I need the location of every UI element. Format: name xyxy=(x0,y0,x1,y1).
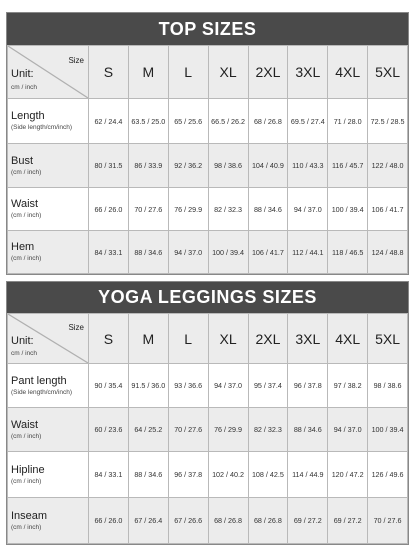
size-label: Size xyxy=(68,56,84,65)
row-label xyxy=(8,498,89,544)
table-row xyxy=(8,452,408,498)
size-value-cell: 67 / 26.6 xyxy=(168,498,208,544)
size-value-cell: 98 / 38.6 xyxy=(208,144,248,188)
size-value-cell: 84 / 33.1 xyxy=(89,452,129,498)
size-value-cell: 66 / 26.0 xyxy=(89,188,129,231)
yoga-size-3xl: 3XL xyxy=(288,314,328,364)
table-row xyxy=(8,99,408,144)
size-value-cell: 122 / 48.0 xyxy=(368,144,408,188)
unit-sub-label: cm / inch xyxy=(11,350,38,357)
measurement-name: Waist xyxy=(11,418,39,431)
size-value-cell: 104 / 40.9 xyxy=(248,144,288,188)
size-value-cell: 98 / 38.6 xyxy=(368,364,408,408)
row-label xyxy=(8,452,89,498)
size-label: Size xyxy=(68,323,84,332)
size-value-cell: 68 / 26.8 xyxy=(208,498,248,544)
measurement-name: Hipline xyxy=(11,463,45,476)
measurement-unit-note: (cm / inch) xyxy=(11,255,42,262)
size-value-cell: 66 / 26.0 xyxy=(89,498,129,544)
row-label xyxy=(8,364,89,408)
size-value-cell: 100 / 39.4 xyxy=(208,231,248,274)
size-value-cell: 71 / 28.0 xyxy=(328,99,368,144)
top-size-header-row xyxy=(8,46,408,99)
table-row xyxy=(8,408,408,452)
size-value-cell: 69 / 27.2 xyxy=(328,498,368,544)
size-value-cell: 90 / 35.4 xyxy=(89,364,129,408)
unit-label: Unit: xyxy=(11,335,34,347)
size-value-cell: 65 / 25.6 xyxy=(168,99,208,144)
top-sizes-table xyxy=(7,45,408,274)
yoga-size-l: L xyxy=(168,314,208,364)
size-value-cell: 88 / 34.6 xyxy=(248,188,288,231)
measurement-unit-note: (Side length/cm/inch) xyxy=(11,388,73,396)
yoga-leggings-sizes-chart xyxy=(6,281,409,545)
measurement-name: Length xyxy=(11,110,45,122)
top-size-l: L xyxy=(168,46,208,99)
row-label xyxy=(8,144,89,188)
top-size-5xl: 5XL xyxy=(368,46,408,99)
size-value-cell: 72.5 / 28.5 xyxy=(368,99,408,144)
size-value-cell: 94 / 37.0 xyxy=(328,408,368,452)
row-label xyxy=(8,408,89,452)
measurement-unit-note: (cm / inch) xyxy=(11,523,42,531)
size-value-cell: 94 / 37.0 xyxy=(168,231,208,274)
size-value-cell: 88 / 34.6 xyxy=(288,408,328,452)
top-size-2xl: 2XL xyxy=(248,46,288,99)
yoga-size-m: M xyxy=(128,314,168,364)
size-value-cell: 95 / 37.4 xyxy=(248,364,288,408)
size-value-cell: 94 / 37.0 xyxy=(288,188,328,231)
unit-label: Unit: xyxy=(11,68,34,80)
top-size-xl: XL xyxy=(208,46,248,99)
size-value-cell: 102 / 40.2 xyxy=(208,452,248,498)
size-value-cell: 91.5 / 36.0 xyxy=(128,364,168,408)
size-value-cell: 96 / 37.8 xyxy=(168,452,208,498)
size-value-cell: 86 / 33.9 xyxy=(128,144,168,188)
yoga-unit-size-corner xyxy=(8,314,89,364)
size-value-cell: 69 / 27.2 xyxy=(288,498,328,544)
measurement-name: Pant length xyxy=(11,374,67,387)
size-value-cell: 110 / 43.3 xyxy=(288,144,328,188)
size-value-cell: 106 / 41.7 xyxy=(368,188,408,231)
yoga-size-header-row xyxy=(8,314,408,364)
row-label xyxy=(8,99,89,144)
size-value-cell: 62 / 24.4 xyxy=(89,99,129,144)
yoga-size-s: S xyxy=(89,314,129,364)
measurement-unit-note: (cm / inch) xyxy=(11,432,42,440)
table-row xyxy=(8,144,408,188)
yoga-size-5xl: 5XL xyxy=(368,314,408,364)
table-row xyxy=(8,364,408,408)
size-value-cell: 100 / 39.4 xyxy=(368,408,408,452)
size-value-cell: 66.5 / 26.2 xyxy=(208,99,248,144)
top-size-4xl: 4XL xyxy=(328,46,368,99)
size-value-cell: 116 / 45.7 xyxy=(328,144,368,188)
size-value-cell: 63.5 / 25.0 xyxy=(128,99,168,144)
size-value-cell: 88 / 34.6 xyxy=(128,452,168,498)
size-value-cell: 76 / 29.9 xyxy=(208,408,248,452)
size-value-cell: 88 / 34.6 xyxy=(128,231,168,274)
size-value-cell: 108 / 42.5 xyxy=(248,452,288,498)
size-value-cell: 67 / 26.4 xyxy=(128,498,168,544)
size-value-cell: 60 / 23.6 xyxy=(89,408,129,452)
yoga-leggings-title: YOGA LEGGINGS SIZES xyxy=(7,282,408,313)
size-value-cell: 82 / 32.3 xyxy=(248,408,288,452)
size-value-cell: 76 / 29.9 xyxy=(168,188,208,231)
unit-sub-label: cm / inch xyxy=(11,84,38,91)
table-row xyxy=(8,188,408,231)
size-value-cell: 96 / 37.8 xyxy=(288,364,328,408)
top-sizes-title: TOP SIZES xyxy=(7,13,408,45)
yoga-size-xl: XL xyxy=(208,314,248,364)
size-value-cell: 68 / 26.8 xyxy=(248,498,288,544)
measurement-name: Inseam xyxy=(11,509,48,522)
top-size-s: S xyxy=(89,46,129,99)
measurement-name: Waist xyxy=(11,198,39,210)
size-value-cell: 94 / 37.0 xyxy=(208,364,248,408)
measurement-unit-note: (Side length/cm/inch) xyxy=(11,124,73,131)
size-value-cell: 92 / 36.2 xyxy=(168,144,208,188)
size-value-cell: 80 / 31.5 xyxy=(89,144,129,188)
size-value-cell: 106 / 41.7 xyxy=(248,231,288,274)
size-value-cell: 112 / 44.1 xyxy=(288,231,328,274)
size-value-cell: 124 / 48.8 xyxy=(368,231,408,274)
size-value-cell: 84 / 33.1 xyxy=(89,231,129,274)
size-value-cell: 69.5 / 27.4 xyxy=(288,99,328,144)
top-size-3xl: 3XL xyxy=(288,46,328,99)
size-value-cell: 120 / 47.2 xyxy=(328,452,368,498)
size-value-cell: 114 / 44.9 xyxy=(288,452,328,498)
measurement-unit-note: (cm / inch) xyxy=(11,477,42,485)
top-sizes-chart xyxy=(6,12,409,275)
size-value-cell: 70 / 27.6 xyxy=(168,408,208,452)
size-value-cell: 126 / 49.6 xyxy=(368,452,408,498)
table-row xyxy=(8,231,408,274)
size-value-cell: 82 / 32.3 xyxy=(208,188,248,231)
size-value-cell: 100 / 39.4 xyxy=(328,188,368,231)
size-value-cell: 70 / 27.6 xyxy=(368,498,408,544)
yoga-size-4xl: 4XL xyxy=(328,314,368,364)
size-value-cell: 93 / 36.6 xyxy=(168,364,208,408)
size-value-cell: 70 / 27.6 xyxy=(128,188,168,231)
row-label xyxy=(8,188,89,231)
measurement-unit-note: (cm / inch) xyxy=(11,168,42,176)
measurement-unit-note: (cm / inch) xyxy=(11,212,42,219)
size-value-cell: 118 / 46.5 xyxy=(328,231,368,274)
measurement-name: Bust xyxy=(11,154,34,167)
top-unit-size-corner xyxy=(8,46,89,99)
table-row xyxy=(8,498,408,544)
size-value-cell: 97 / 38.2 xyxy=(328,364,368,408)
row-label xyxy=(8,231,89,274)
top-size-m: M xyxy=(128,46,168,99)
yoga-leggings-table xyxy=(7,313,408,544)
size-value-cell: 68 / 26.8 xyxy=(248,99,288,144)
measurement-name: Hem xyxy=(11,241,35,253)
yoga-size-2xl: 2XL xyxy=(248,314,288,364)
size-value-cell: 64 / 25.2 xyxy=(128,408,168,452)
